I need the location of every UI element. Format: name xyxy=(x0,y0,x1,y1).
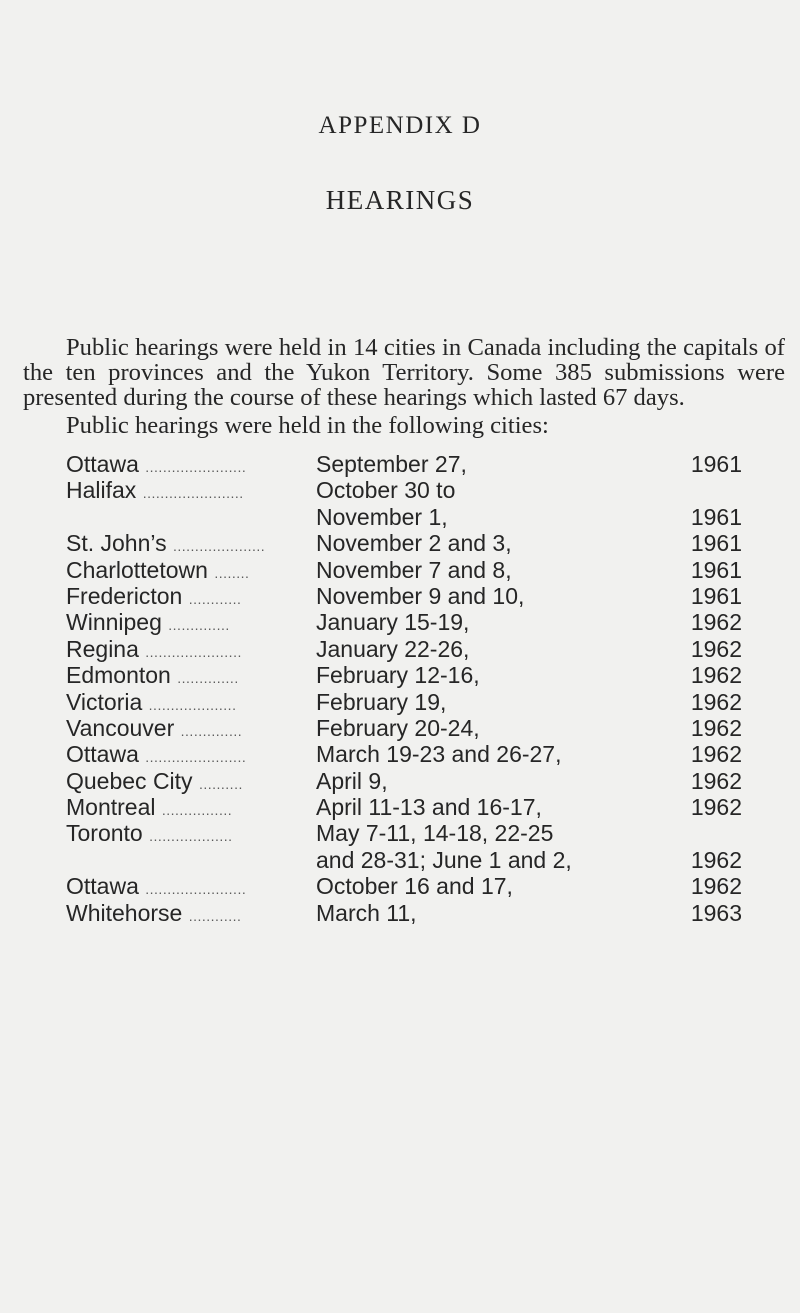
schedule-row xyxy=(0,768,800,794)
hearing-dates: November 1, xyxy=(316,503,448,530)
hearing-dates: January 22-26, xyxy=(316,635,470,662)
hearing-year: 1962 xyxy=(690,794,742,821)
city-name: Montreal ................ xyxy=(66,794,233,821)
hearing-dates: September 27, xyxy=(316,451,467,477)
schedule-row xyxy=(0,794,800,820)
city-name: St. John’s ..................... xyxy=(66,530,266,557)
schedule-row xyxy=(0,820,800,846)
hearing-dates: April 11-13 and 16-17, xyxy=(316,794,542,821)
hearing-year: 1962 xyxy=(690,688,742,715)
hearing-dates: November 7 and 8, xyxy=(316,556,512,583)
city-name: Toronto ................... xyxy=(66,820,233,847)
hearing-dates: May 7-11, 14-18, 22-25 xyxy=(316,820,554,847)
intro-paragraph: Public hearings were held in 14 cities in Canada including the capitals of the ten provinces and the Yukon Territory. Some 385 submissions were presented during the course of these hearings which lasted 67 days. xyxy=(23,334,785,411)
hearing-dates: October 30 to xyxy=(316,477,456,504)
schedule-row xyxy=(0,873,800,899)
city-name: Winnipeg .............. xyxy=(66,609,230,636)
hearing-year: 1961 xyxy=(690,556,742,583)
schedule-row xyxy=(0,609,800,635)
schedule-row xyxy=(0,557,800,583)
hearing-dates: February 12-16, xyxy=(316,662,480,689)
schedule-lead-text: Public hearings were held in the following cities: xyxy=(66,412,549,439)
city-name: Halifax ....................... xyxy=(66,477,244,504)
hearings-schedule xyxy=(0,451,800,926)
schedule-row xyxy=(0,662,800,688)
city-name: Whitehorse ............ xyxy=(66,899,242,926)
hearing-dates: March 11, xyxy=(316,899,417,926)
hearing-year: 1962 xyxy=(690,767,742,794)
hearing-year: 1962 xyxy=(690,714,742,741)
hearing-year: 1962 xyxy=(690,662,742,689)
hearing-dates: February 19, xyxy=(316,688,447,715)
hearing-year: 1962 xyxy=(690,873,742,900)
schedule-row xyxy=(0,689,800,715)
hearing-dates: and 28-31; June 1 and 2, xyxy=(316,846,572,873)
schedule-row xyxy=(0,530,800,556)
hearing-year: 1962 xyxy=(690,635,742,662)
hearing-dates: October 16 and 17, xyxy=(316,873,513,900)
city-name: Charlottetown ........ xyxy=(66,556,250,583)
hearing-dates: April 9, xyxy=(316,767,388,794)
schedule-row xyxy=(0,900,800,926)
hearing-year: 1962 xyxy=(690,609,742,636)
city-name: Ottawa ....................... xyxy=(66,873,247,900)
schedule-row xyxy=(0,583,800,609)
city-name: Regina ...................... xyxy=(66,635,242,662)
hearing-year: 1962 xyxy=(690,741,742,768)
hearing-year: 1961 xyxy=(690,451,742,477)
hearing-dates: November 2 and 3, xyxy=(316,530,512,557)
city-name: Fredericton ............ xyxy=(66,582,242,609)
city-name: Vancouver .............. xyxy=(66,714,243,741)
city-name: Victoria .................... xyxy=(66,688,237,715)
page-title: HEARINGS xyxy=(325,185,475,215)
hearing-year: 1962 xyxy=(690,846,742,873)
city-name: Ottawa ....................... xyxy=(66,451,247,477)
hearing-dates: January 15-19, xyxy=(316,609,470,636)
appendix-label: APPENDIX D xyxy=(318,112,482,139)
city-name: Ottawa ....................... xyxy=(66,741,247,768)
hearing-year: 1963 xyxy=(690,899,742,926)
schedule-row xyxy=(0,741,800,767)
schedule-row xyxy=(0,715,800,741)
hearing-year: 1961 xyxy=(690,503,742,530)
schedule-row xyxy=(0,847,800,873)
city-name: Edmonton .............. xyxy=(66,662,239,689)
schedule-row xyxy=(0,504,800,530)
hearing-dates: November 9 and 10, xyxy=(316,582,525,609)
hearing-dates: March 19-23 and 26-27, xyxy=(316,741,562,768)
schedule-row xyxy=(0,636,800,662)
schedule-row xyxy=(0,477,800,503)
hearing-year: 1961 xyxy=(690,530,742,557)
city-name: Quebec City .......... xyxy=(66,767,243,794)
schedule-row xyxy=(0,451,800,477)
hearing-dates: February 20-24, xyxy=(316,714,480,741)
hearing-year: 1961 xyxy=(690,582,742,609)
